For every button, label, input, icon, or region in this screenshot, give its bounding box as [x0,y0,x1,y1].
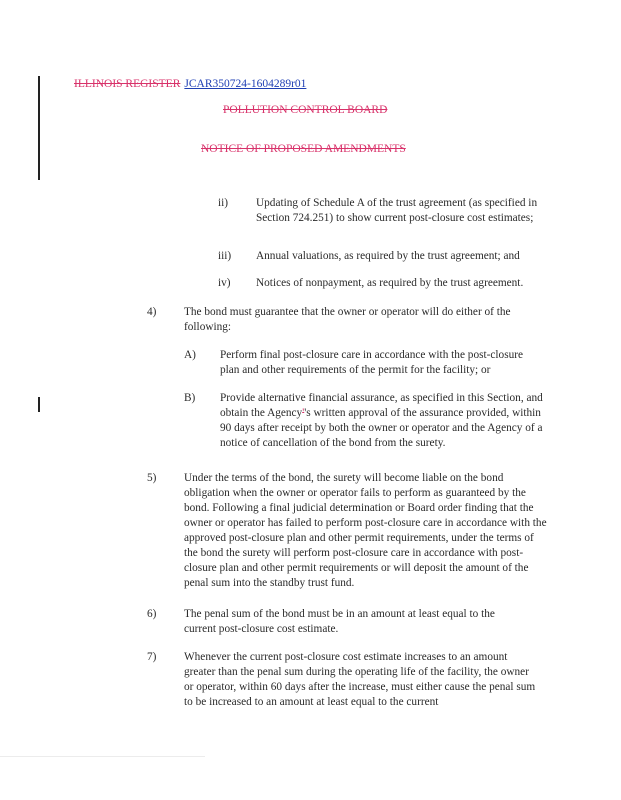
item-iii-text: Annual valuations, as required by the trust agreement; and [256,250,520,262]
board-title: POLLUTION CONTROL BOARD [223,104,388,116]
item-number: 4) [147,306,157,318]
struck-apostrophe: ' [302,407,305,419]
change-bar-top [38,76,40,180]
document-id: JCAR350724-1604289r01 [184,78,307,90]
running-header [74,78,306,90]
item-6-text: The penal sum of the bond must be in an amount at least equal to the current post-closure cost estimate. [184,608,495,635]
footer-rule [0,756,205,757]
item-ii-text: Updating of Schedule A of the trust agreement (as specified in Section 724.251) to show current post-closure cost estimates; [256,197,538,224]
item-7-text: Whenever the current post-closure cost estimate increases to an amount greater than the penal sum during the operating life of the facility, the owner or operator, within 60 days after the increase, must either cause the penal sum to be increased to an amount at least equal to the current [184,651,536,708]
item-4-text: The bond must guarantee that the owner or operator will do either of the following: [184,306,511,333]
item-A-text: Perform final post-closure care in accordance with the post-closure plan and other requirements of the permit for the facility; or [220,349,524,376]
item-B-text-a: Provide alternative financial assurance, as specified in this Section, and obtain the Agency [220,392,543,419]
item-B-text [220,391,545,451]
change-bar-mid [38,397,40,412]
item-number: A) [184,349,196,361]
register-title: ILLINOIS REGISTER [74,78,181,90]
item-iv-text: Notices of nonpayment, as required by the trust agreement. [256,277,524,289]
notice-title: NOTICE OF PROPOSED AMENDMENTS [201,143,406,155]
item-number: 6) [147,608,157,620]
item-number: ii) [218,197,229,209]
item-number: iv) [218,277,231,289]
item-B-text-b: 's written approval of the assurance provided, within 90 days after receipt by both the owner or operator and the Agency of a notice of cancellation of the bond from the surety. [220,407,543,449]
item-number: B) [184,392,196,404]
item-number: 5) [147,472,157,484]
item-number: 7) [147,651,157,663]
item-number: iii) [218,250,232,262]
item-5-text: Under the terms of the bond, the surety will become liable on the bond obligation when the owner or operator fails to perform as guaranteed by the bond. Following a final judicial determination or Board order finding that the owner or operator has failed to perform post-closure care in accordance with the approved post-closure plan and other permit requirements, under the terms of the bond the surety will perform post-closure care in accordance with post-closure plan and other permit requirements or will deposit the amount of the penal sum into the standby trust fund. [184,472,547,589]
